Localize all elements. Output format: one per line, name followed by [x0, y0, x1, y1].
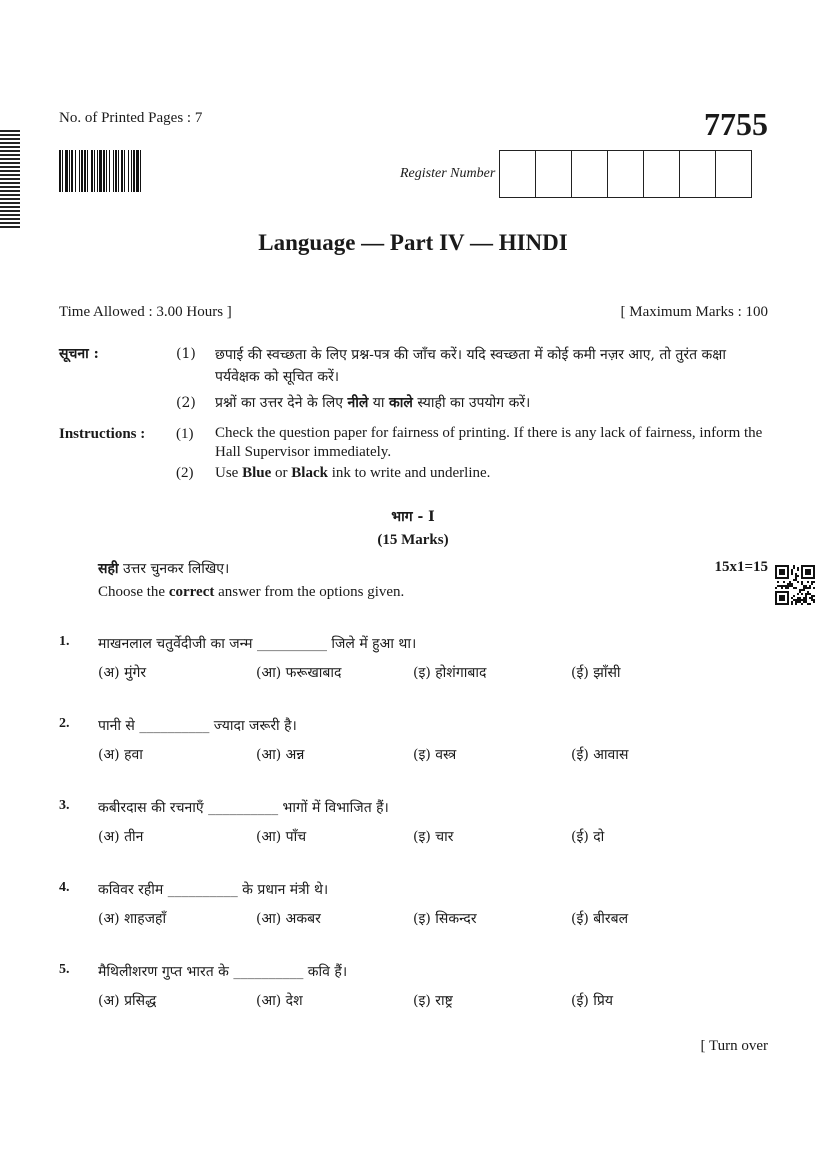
turn-over-note: [ Turn over [700, 1038, 768, 1054]
suchna-item-2-num: (2) [176, 395, 196, 411]
suchna-item-1-text: छपाई की स्वच्छता के लिए प्रश्न-पत्र की जाँच करें। यदि स्वच्छता में कोई कमी नज़र आए, तो तुरंत कक्षा पर्यवेक्षक को सूचित करें। [215, 347, 726, 385]
printed-pages-count: No. of Printed Pages : 7 [59, 110, 203, 126]
question-text: पानी से __________ ज्यादा जरूरी है। [98, 718, 297, 734]
question-option: (ई) झाँसी [571, 665, 621, 681]
question-option: (अ) तीन [98, 829, 144, 845]
page-title: Language — Part IV — HINDI [258, 230, 568, 255]
question-option: (आ) देश [256, 993, 303, 1009]
suchna-item-1-num: (1) [176, 346, 196, 362]
question-option: (इ) होशंगाबाद [413, 665, 487, 681]
register-number-box [715, 151, 751, 197]
section-heading: भाग - I [391, 509, 435, 525]
register-number-block [400, 150, 752, 198]
register-number-box [607, 151, 643, 197]
question-option: (अ) शाहजहाँ [98, 911, 167, 927]
question-option: (आ) अन्न [256, 747, 305, 763]
question-number: 5. [59, 962, 70, 977]
suchna-item-2-text: प्रश्नों का उत्तर देने के लिए नीले या काले स्याही का उपयोग करें। [215, 395, 531, 411]
question-option: (अ) हवा [98, 747, 143, 763]
section-instruction-english: Choose the correct answer from the options given. [98, 584, 405, 600]
section-instruction-hindi: सही उत्तर चुनकर लिखिए। [98, 561, 230, 577]
instructions-item-2-num: (2) [176, 465, 194, 481]
maximum-marks: [ Maximum Marks : 100 [620, 304, 768, 320]
question-option: (इ) वस्त्र [413, 747, 457, 763]
register-number-box [500, 151, 535, 197]
edge-barcode-stripe [0, 130, 20, 228]
question-number: 4. [59, 880, 70, 895]
barcode [59, 150, 195, 192]
register-number-box [535, 151, 571, 197]
register-number-box [679, 151, 715, 197]
suchna-label: सूचना : [59, 346, 99, 362]
instructions-item-2-text: Use Blue or Black ink to write and underline. [215, 465, 491, 481]
question-option: (ई) बीरबल [571, 911, 629, 927]
question-option: (इ) सिकन्दर [413, 911, 477, 927]
question-option: (ई) प्रिय [571, 993, 613, 1009]
question-option: (इ) चार [413, 829, 454, 845]
instructions-label: Instructions : [59, 426, 146, 442]
time-allowed: Time Allowed : 3.00 Hours ] [59, 304, 232, 320]
question-text: कविवर रहीम __________ के प्रधान मंत्री थे। [98, 882, 329, 898]
qr-code [775, 565, 815, 605]
question-option: (अ) प्रसिद्ध [98, 993, 157, 1009]
question-option: (इ) राष्ट्र [413, 993, 453, 1009]
register-number-box [643, 151, 679, 197]
question-text: कबीरदास की रचनाएँ __________ भागों में विभाजित हैं। [98, 800, 389, 816]
marks-formula: 15x1=15 [714, 559, 768, 575]
question-text: माखनलाल चतुर्वेदीजी का जन्म __________ जिले में हुआ था। [98, 636, 417, 652]
register-number-box [571, 151, 607, 197]
question-option: (ई) आवास [571, 747, 629, 763]
instructions-item-1-num: (1) [176, 426, 194, 442]
question-number: 2. [59, 716, 70, 731]
register-number-boxes [499, 150, 752, 198]
question-option: (आ) पाँच [256, 829, 307, 845]
question-number: 3. [59, 798, 70, 813]
question-option: (आ) फरूखाबाद [256, 665, 342, 681]
question-number: 1. [59, 634, 70, 649]
section-marks: (15 Marks) [377, 532, 449, 548]
paper-code: 7755 [704, 106, 768, 142]
register-number-label: Register Number [400, 166, 496, 181]
instructions-item-1-text: Check the question paper for fairness of printing. If there is any lack of fairness, inform the Hall Supervisor immediately. [215, 425, 763, 460]
question-text: मैथिलीशरण गुप्त भारत के __________ कवि हैं। [98, 964, 348, 980]
question-option: (अ) मुंगेर [98, 665, 147, 681]
question-option: (आ) अकबर [256, 911, 321, 927]
question-option: (ई) दो [571, 829, 605, 845]
